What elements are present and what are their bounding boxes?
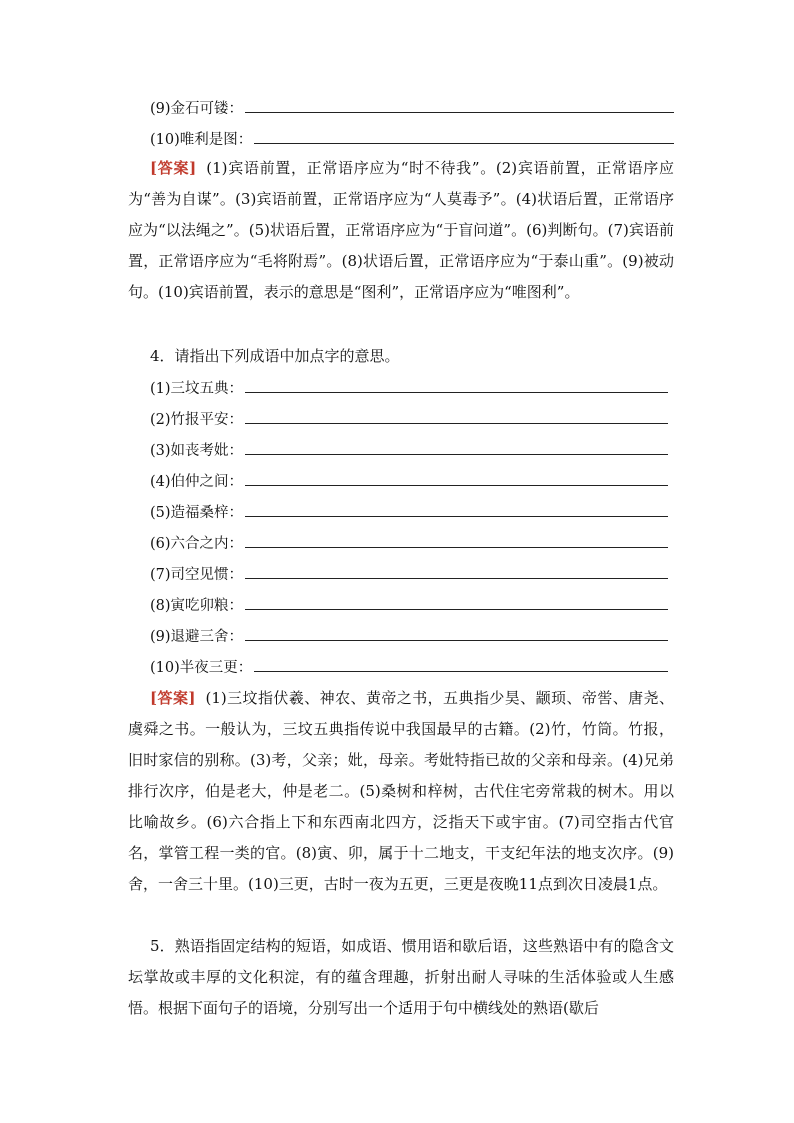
answer-blank[interactable] (245, 423, 668, 424)
answer-label: [答案] (150, 159, 197, 177)
item-label: (5)造福桑梓： (150, 505, 244, 521)
item-label: (10)唯利是图： (150, 132, 253, 148)
item-label: (2)竹报平安： (150, 412, 244, 428)
item-label: (4)伯仲之间： (150, 474, 244, 490)
answer-3-paragraph (128, 153, 674, 308)
question-4-title: 4．请指出下列成语中加点字的意思。 (150, 347, 400, 365)
fill-item-prev-10 (150, 125, 674, 149)
answer-3-text: (1)宾语前置，正常语序应为“时不待我”。(2)宾语前置，正常语序应为“善为自谋”。(3)宾语前置，正常语序应为“人莫毒予”。(4)状语后置，正常语序应为“以法绳之”。(5)状语后置，正常语序应为“于盲问道”。(6)判断句。(7)宾语前置，正常语序应为“毛将附焉”。(8)状语后置，正常语序应为“于泰山重”。(9)被动句。(10)宾语前置，表示的意思是“图利”，正常语序应为“唯图利”。 (128, 159, 674, 301)
fill-item-prev-9 (150, 94, 674, 118)
fill-item-q4-4 (150, 467, 668, 491)
answer-blank[interactable] (245, 578, 668, 579)
answer-blank[interactable] (254, 671, 668, 672)
answer-blank[interactable] (245, 112, 674, 113)
answer-label: [答案] (150, 689, 196, 707)
answer-blank[interactable] (245, 609, 668, 610)
item-label: (9)金石可镂： (150, 101, 244, 117)
answer-blank[interactable] (245, 454, 668, 455)
answer-blank[interactable] (245, 392, 668, 393)
item-label: (9)退避三舍： (150, 629, 244, 645)
fill-item-q4-10 (150, 653, 668, 677)
item-label: (7)司空见惯： (150, 567, 244, 583)
question-5-paragraph: 5．熟语指固定结构的短语，如成语、惯用语和歇后语，这些熟语中有的隐含文坛掌故或丰厚的文化积淀，有的蕴含理趣，折射出耐人寻味的生活体验或人生感悟。根据下面句子的语境，分别写出一个适用于句中横线处的熟语(歇后 (128, 937, 674, 1017)
fill-item-q4-8 (150, 591, 668, 615)
item-label: (3)如丧考妣： (150, 443, 244, 459)
item-label: (10)半夜三更： (150, 660, 253, 676)
fill-item-q4-3 (150, 436, 668, 460)
answer-blank[interactable] (245, 640, 668, 641)
item-label: (1)三坟五典： (150, 381, 244, 397)
answer-blank[interactable] (245, 547, 668, 548)
answer-blank[interactable] (245, 485, 668, 486)
item-label: (8)寅吃卯粮： (150, 598, 244, 614)
fill-item-q4-6 (150, 529, 668, 553)
answer-blank[interactable] (245, 516, 668, 517)
fill-item-q4-7 (150, 560, 668, 584)
item-label: (6)六合之内： (150, 536, 244, 552)
fill-item-q4-1 (150, 374, 668, 398)
answer-4-text: (1)三坟指伏羲、神农、黄帝之书，五典指少昊、颛顼、帝喾、唐尧、虞舜之书。一般认为，三坟五典指传说中我国最早的古籍。(2)竹，竹筒。竹报，旧时家信的别称。(3)考，父亲；妣，母亲。考妣特指已故的父亲和母亲。(4)兄弟排行次序，伯是老大，仲是老二。(5)桑树和梓树，古代住宅旁常栽的树木。用以比喻故乡。(6)六合指上下和东西南北四方，泛指天下或宇宙。(7)司空指古代官名，掌管工程一类的官。(8)寅、卯，属于十二地支，干支纪年法的地支次序。(9)舍，一舍三十里。(10)三更，古时一夜为五更，三更是夜晚11点到次日凌晨1点。 (128, 689, 674, 893)
fill-item-q4-5 (150, 498, 668, 522)
fill-item-q4-2 (150, 405, 668, 429)
answer-blank[interactable] (254, 143, 674, 144)
answer-4-paragraph (128, 683, 674, 900)
fill-item-q4-9 (150, 622, 668, 646)
